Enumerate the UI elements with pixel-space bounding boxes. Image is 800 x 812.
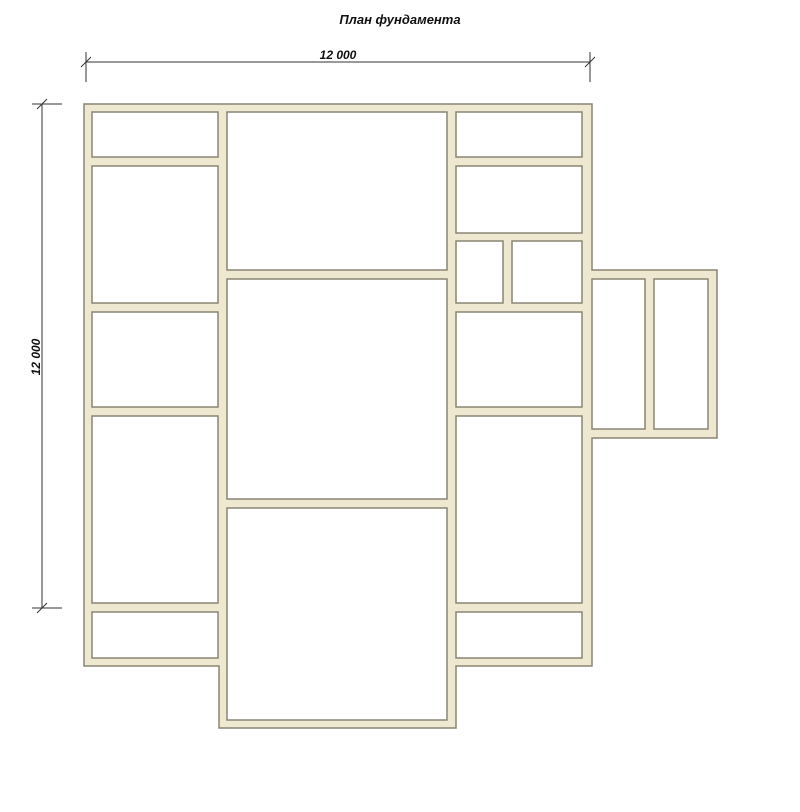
horizontal-dimension (81, 48, 595, 82)
room-right-1 (456, 112, 582, 157)
room-right-6 (456, 612, 582, 658)
height-dimension-label: 12 000 (29, 338, 43, 376)
room-right-5 (456, 416, 582, 603)
room-left-1 (92, 112, 218, 157)
rooms-group (92, 112, 708, 720)
room-center-3 (227, 508, 447, 720)
room-left-3 (92, 312, 218, 407)
width-dimension-label: 12 000 (319, 48, 357, 62)
room-annex-2 (654, 279, 708, 429)
room-center-2 (227, 279, 447, 499)
room-left-4 (92, 416, 218, 603)
room-right-3a (456, 241, 503, 303)
vertical-dimension (29, 99, 62, 613)
room-right-4 (456, 312, 582, 407)
drawing-title: План фундамента (339, 12, 461, 27)
room-left-5 (92, 612, 218, 658)
room-right-2 (456, 166, 582, 233)
room-center-1 (227, 112, 447, 270)
room-right-3b (512, 241, 582, 303)
room-left-2 (92, 166, 218, 303)
room-annex-1 (592, 279, 645, 429)
